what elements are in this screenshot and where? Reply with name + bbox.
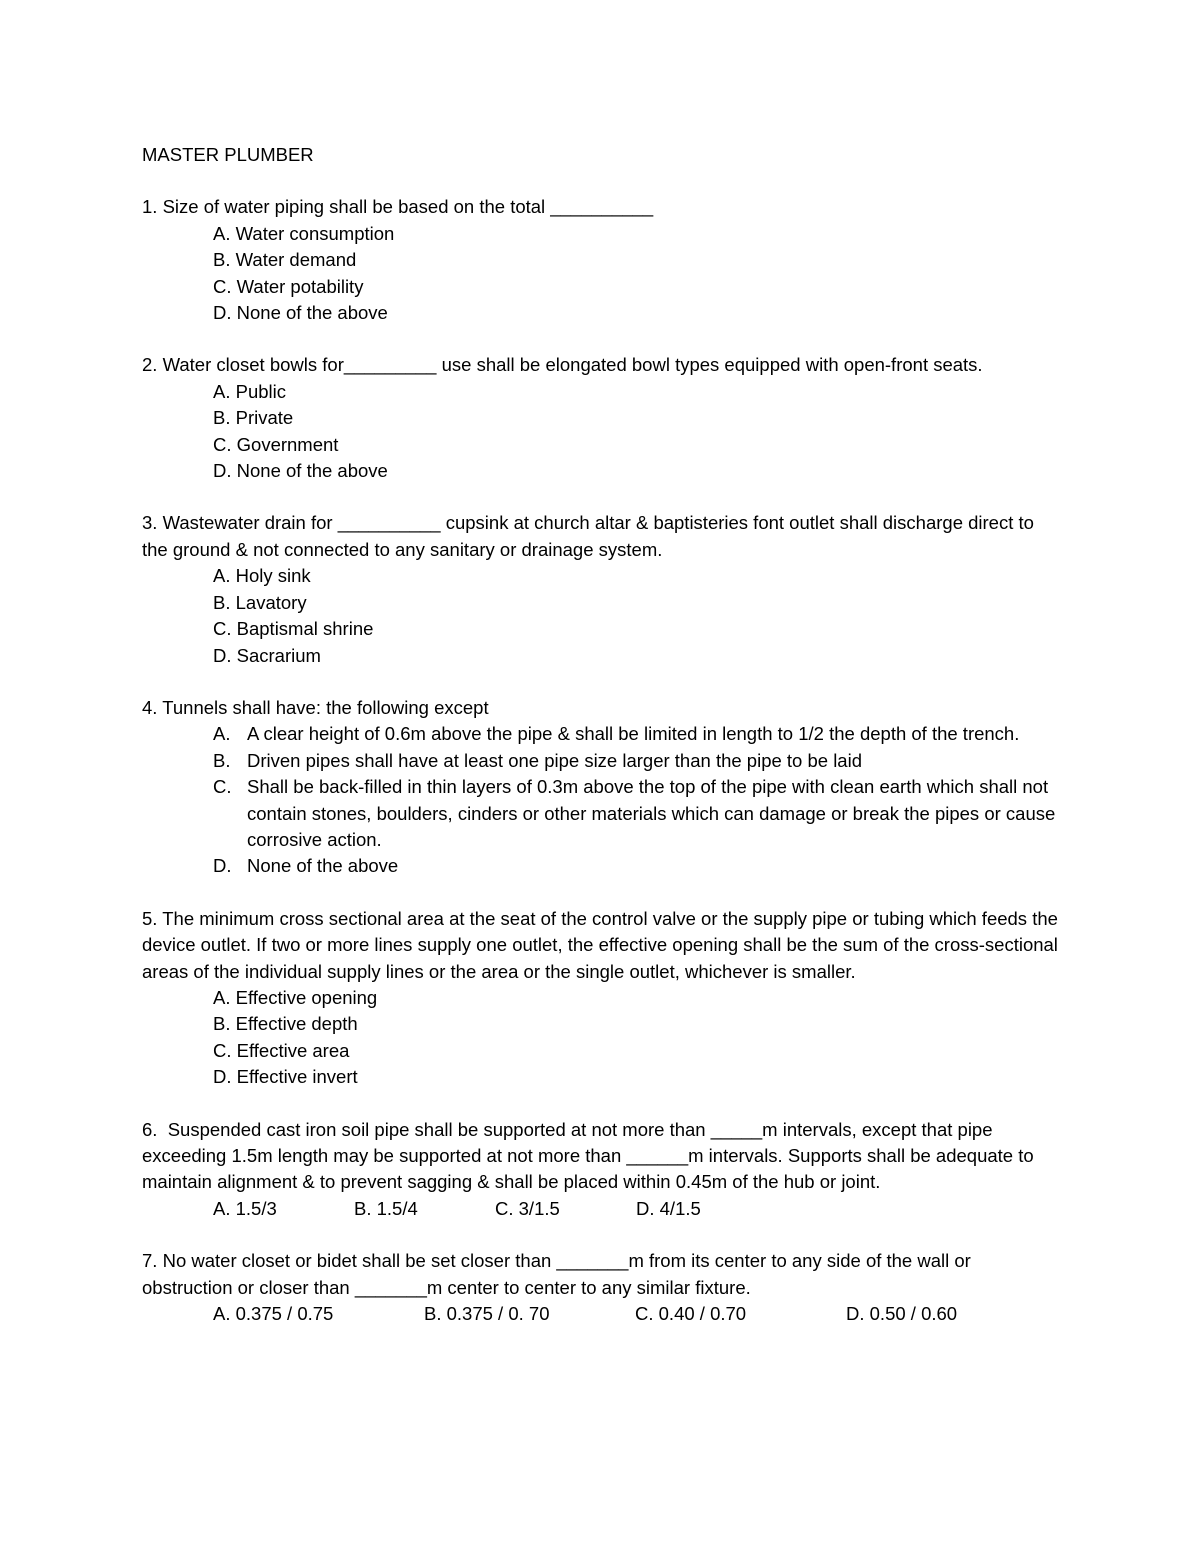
- option-letter: D.: [213, 1066, 232, 1088]
- option-text: Public: [235, 380, 287, 402]
- option-text: 3/1.5: [518, 1197, 560, 1219]
- option-text: A clear height of 0.6m above the pipe & shall be limited in length to 1/2 the depth of the trench.: [247, 723, 1020, 745]
- option-b: [142, 1011, 1062, 1037]
- option-text: Water potability: [236, 275, 364, 297]
- option-c: [635, 1301, 846, 1327]
- question-number: 4.: [142, 696, 158, 718]
- option-letter: D.: [213, 460, 232, 482]
- option-d: [142, 853, 1062, 879]
- option-letter: D.: [213, 644, 232, 666]
- option-text: Effective depth: [235, 1013, 358, 1035]
- option-c: [495, 1196, 636, 1222]
- option-text: Baptismal shrine: [236, 618, 374, 640]
- option-letter: B.: [213, 249, 231, 271]
- document-page: [142, 142, 1062, 1353]
- option-letter: D.: [213, 855, 232, 877]
- option-text: None of the above: [247, 855, 399, 877]
- option-text: Effective opening: [235, 986, 378, 1008]
- option-b: [142, 748, 1062, 774]
- option-b: [354, 1196, 495, 1222]
- option-letter: C.: [213, 776, 232, 798]
- option-b: [142, 405, 1062, 431]
- option-d: [142, 643, 1062, 669]
- answer-options: [142, 1196, 1062, 1222]
- option-text: 1.5/4: [376, 1197, 418, 1219]
- option-text: Lavatory: [235, 591, 307, 613]
- question-1: [142, 194, 1062, 326]
- option-d: [846, 1301, 1057, 1327]
- document-title: MASTER PLUMBER: [142, 144, 314, 165]
- option-c: [142, 274, 1062, 300]
- option-letter: D.: [636, 1197, 655, 1219]
- option-text: 0.375 / 0. 70: [446, 1303, 550, 1325]
- option-a: [213, 1301, 424, 1327]
- option-text: 0.375 / 0.75: [235, 1303, 334, 1325]
- question-text: Tunnels shall have: the following except: [162, 696, 489, 718]
- question-text: The minimum cross sectional area at the seat of the control valve or the supply pipe or tubing which feeds the device outlet. If two or more lines supply one outlet, the effective opening shall be the sum of the cross-sectional areas of the individual supply lines or the area or the single outlet, whichever is smaller.: [142, 907, 1058, 982]
- option-text: 0.40 / 0.70: [658, 1303, 747, 1325]
- option-text: 1.5/3: [235, 1197, 277, 1219]
- option-c: [142, 1038, 1062, 1064]
- option-letter: A.: [213, 1197, 231, 1219]
- question-stem: [142, 1117, 1062, 1196]
- option-d: [142, 300, 1062, 326]
- question-text: Water closet bowls for_________ use shall be elongated bowl types equipped with open-front seats.: [162, 354, 983, 376]
- question-number: 7.: [142, 1250, 158, 1272]
- question-text: Suspended cast iron soil pipe shall be supported at not more than _____m intervals, except that pipe exceeding 1.5m length may be supported at not more than ______m intervals. Supports shall be adequate to maintain alignment & to prevent sagging & shall be placed within 0.45m of the hub or joint.: [142, 1118, 1034, 1193]
- option-a: [142, 985, 1062, 1011]
- option-c: [142, 616, 1062, 642]
- option-text: Sacrarium: [236, 644, 321, 666]
- option-c: [142, 432, 1062, 458]
- question-number: 3.: [142, 512, 158, 534]
- option-text: Private: [235, 407, 294, 429]
- question-stem: [142, 906, 1062, 985]
- answer-options: [142, 221, 1062, 327]
- question-stem: [142, 1248, 1062, 1301]
- option-letter: B.: [213, 1013, 231, 1035]
- question-2: [142, 352, 1062, 484]
- question-text: Size of water piping shall be based on the total __________: [162, 196, 654, 218]
- option-letter: C.: [213, 433, 232, 455]
- option-b: [142, 590, 1062, 616]
- option-letter: C.: [213, 1039, 232, 1061]
- option-text: None of the above: [236, 302, 388, 324]
- answer-options: [142, 985, 1062, 1091]
- option-d: [142, 1064, 1062, 1090]
- option-text: Effective invert: [236, 1066, 358, 1088]
- option-a: [142, 221, 1062, 247]
- option-text: None of the above: [236, 460, 388, 482]
- option-text: Water consumption: [235, 222, 395, 244]
- question-7: [142, 1248, 1062, 1327]
- option-a: [142, 563, 1062, 589]
- option-text: Holy sink: [235, 565, 311, 587]
- option-text: 0.50 / 0.60: [869, 1303, 958, 1325]
- option-text: Government: [236, 433, 339, 455]
- question-number: 5.: [142, 907, 158, 929]
- option-b: [424, 1301, 635, 1327]
- option-letter: A.: [213, 380, 231, 402]
- option-a: [213, 1196, 354, 1222]
- option-letter: B.: [354, 1197, 372, 1219]
- option-letter: C.: [213, 275, 232, 297]
- option-letter: D.: [213, 302, 232, 324]
- option-text: Effective area: [236, 1039, 350, 1061]
- option-d: [636, 1196, 777, 1222]
- question-number: 6.: [142, 1118, 158, 1140]
- option-a: [142, 379, 1062, 405]
- question-text: Wastewater drain for __________ cupsink at church altar & baptisteries font outlet shall discharge direct to the ground & not connected to any sanitary or drainage system.: [142, 512, 1034, 560]
- answer-options: [142, 721, 1062, 879]
- question-stem: [142, 510, 1062, 563]
- question-stem: [142, 695, 1062, 721]
- question-3: [142, 510, 1062, 668]
- answer-options: [142, 1301, 1062, 1327]
- option-letter: C.: [213, 618, 232, 640]
- answer-options: [142, 379, 1062, 485]
- option-letter: B.: [213, 591, 231, 613]
- option-letter: A.: [213, 565, 231, 587]
- option-letter: A.: [213, 986, 231, 1008]
- option-c: [142, 774, 1062, 853]
- option-b: [142, 247, 1062, 273]
- option-letter: A.: [213, 1303, 231, 1325]
- question-number: 1.: [142, 196, 158, 218]
- option-letter: B.: [213, 749, 231, 771]
- question-5: [142, 906, 1062, 1091]
- question-number: 2.: [142, 354, 158, 376]
- question-stem: [142, 194, 1062, 220]
- option-text: Shall be back-filled in thin layers of 0.3m above the top of the pipe with clean earth which shall not contain stones, boulders, cinders or other materials which can damage or break the pipes or cause corrosive action.: [247, 776, 1056, 850]
- option-letter: A.: [213, 222, 231, 244]
- question-6: [142, 1117, 1062, 1223]
- question-4: [142, 695, 1062, 880]
- option-text: 4/1.5: [659, 1197, 701, 1219]
- option-d: [142, 458, 1062, 484]
- option-text: Driven pipes shall have at least one pipe size larger than the pipe to be laid: [247, 749, 862, 771]
- answer-options: [142, 563, 1062, 669]
- option-a: [142, 721, 1062, 747]
- question-text: No water closet or bidet shall be set closer than _______m from its center to any side of the wall or obstruction or closer than _______m center to center to any similar fixture.: [142, 1250, 971, 1298]
- question-stem: [142, 352, 1062, 378]
- option-letter: B.: [424, 1303, 442, 1325]
- option-letter: C.: [635, 1303, 654, 1325]
- option-text: Water demand: [235, 249, 357, 271]
- option-letter: D.: [846, 1303, 865, 1325]
- option-letter: C.: [495, 1197, 514, 1219]
- option-letter: B.: [213, 407, 231, 429]
- option-letter: A.: [213, 723, 231, 745]
